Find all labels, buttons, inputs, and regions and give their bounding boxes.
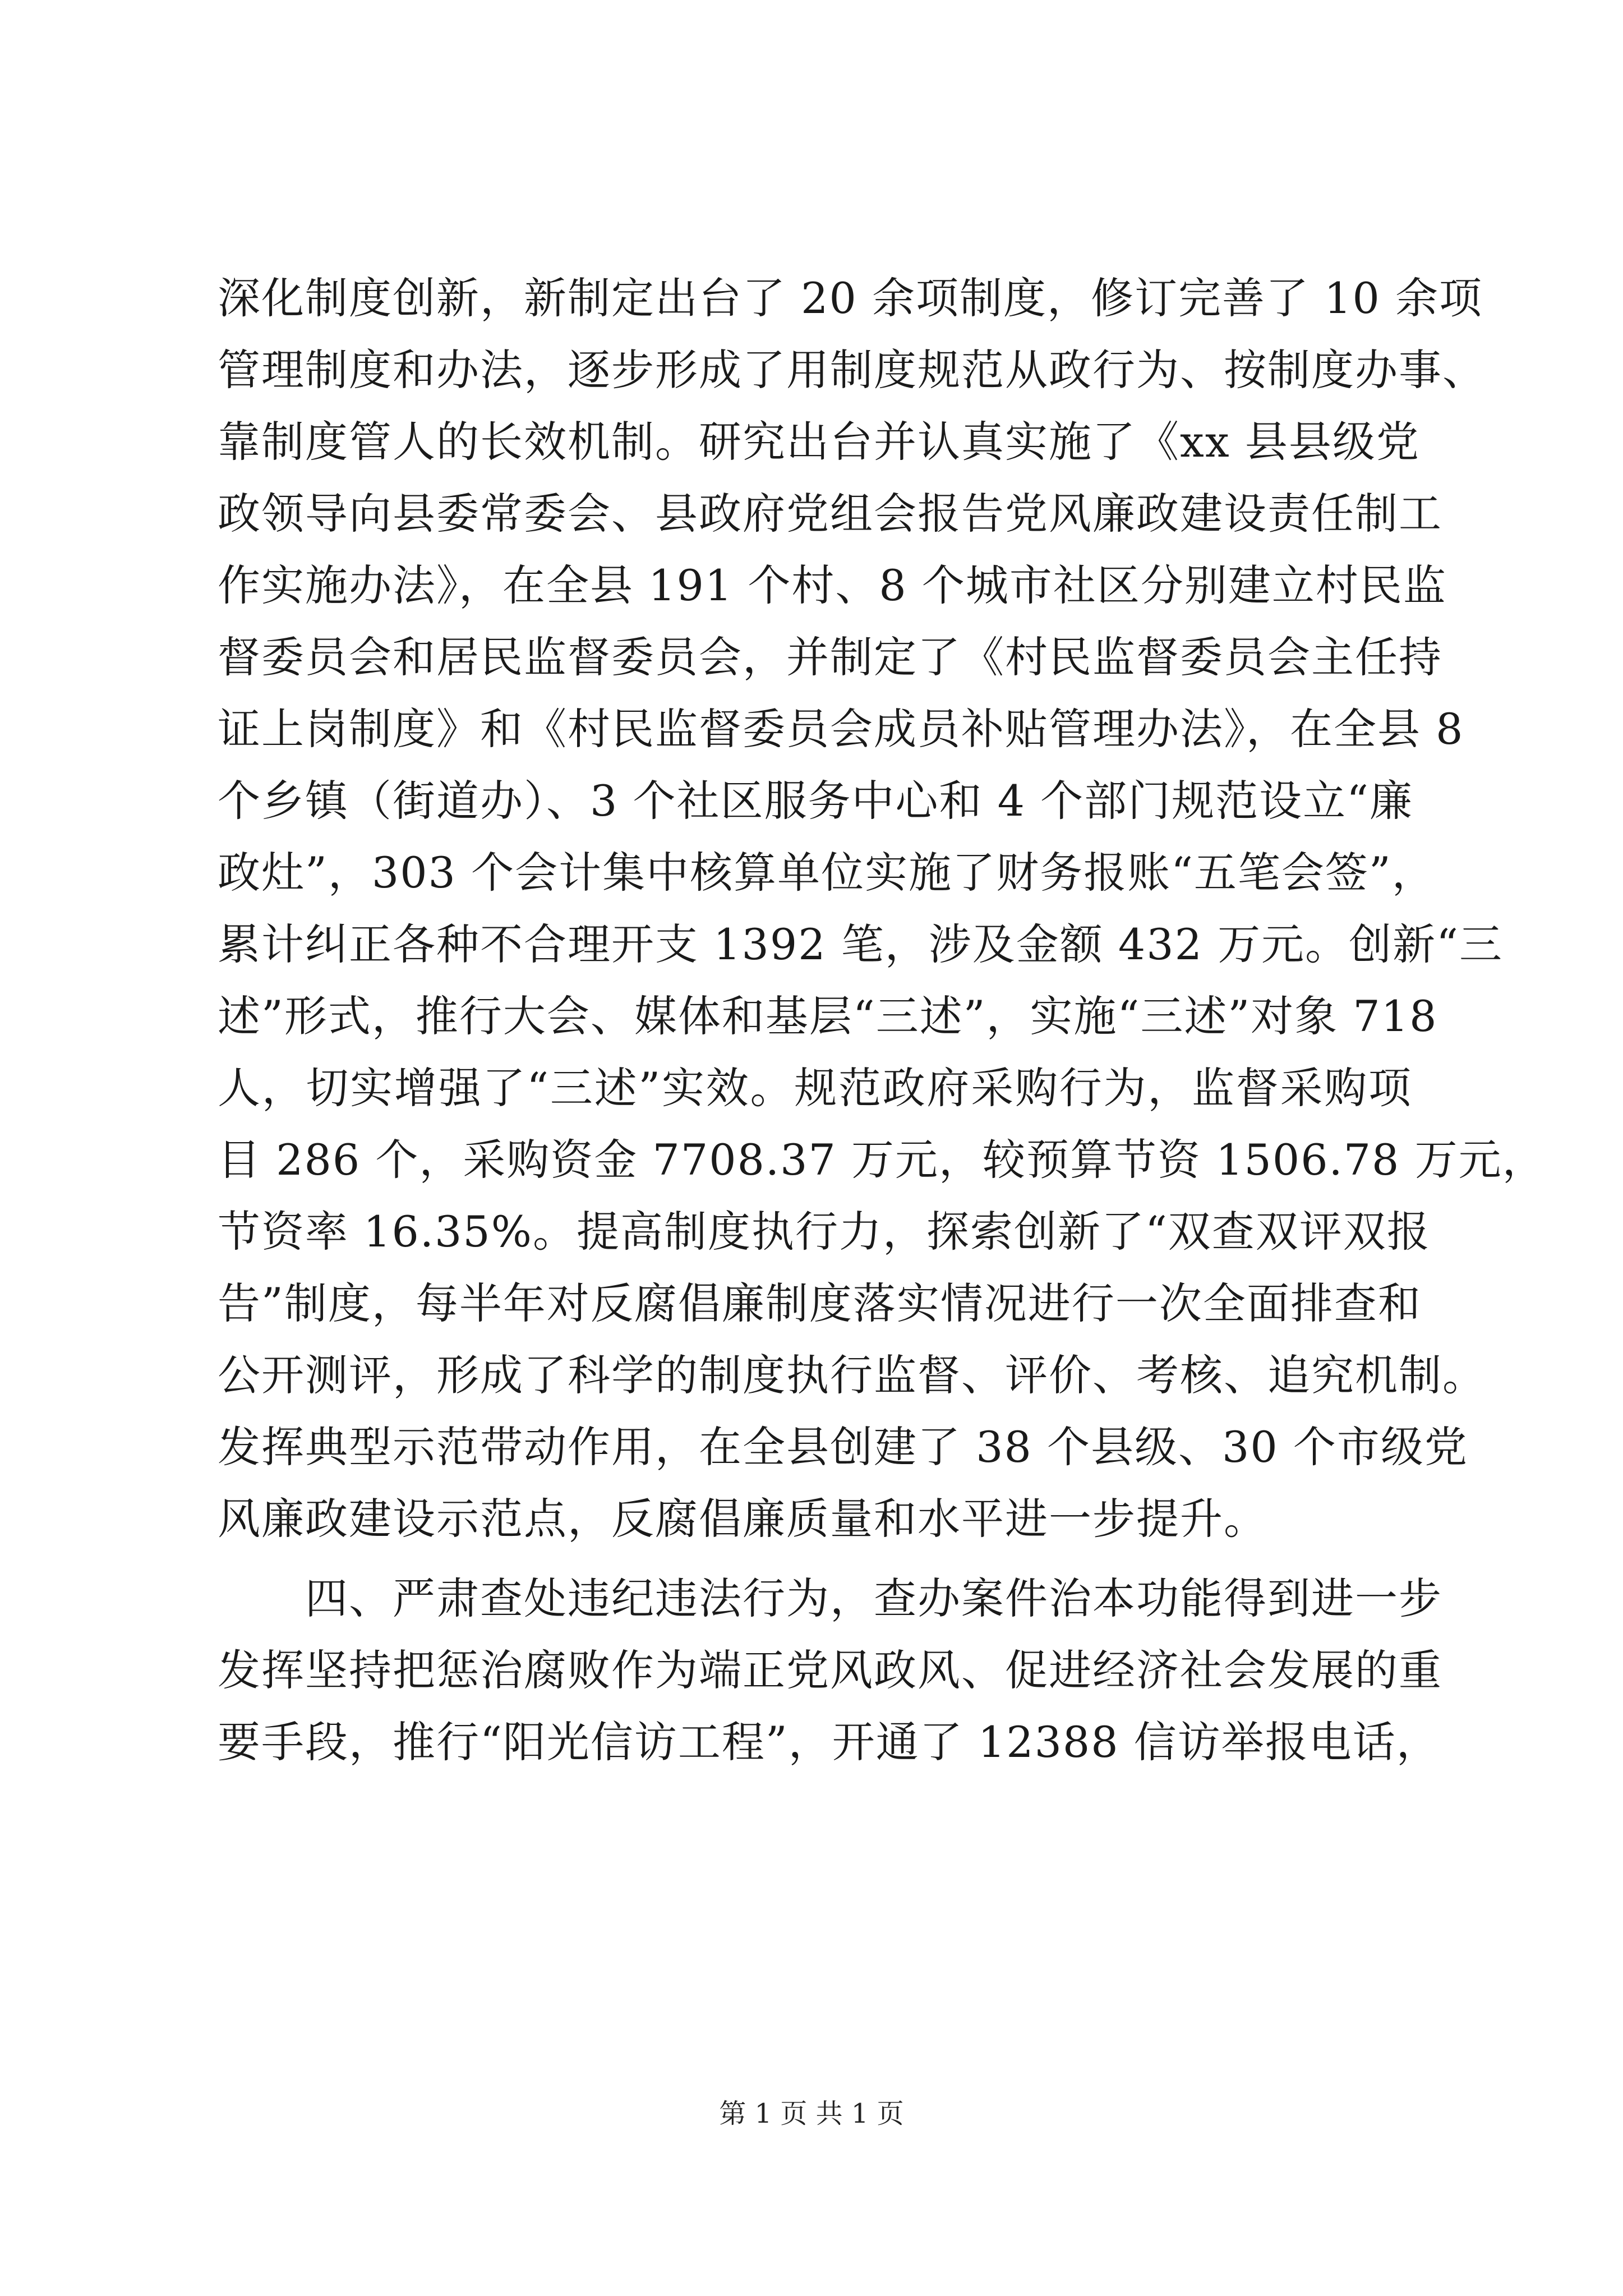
text-line: 告”制度，每半年对反腐倡廉制度落实情况进行一次全面排查和 [218, 1278, 1422, 1328]
text-line: 管理制度和办法，逐步形成了用制度规范从政行为、按制度办事、 [218, 345, 1486, 395]
text-line: 述”形式，推行大会、媒体和基层“三述”，实施“三述”对象 718 [218, 991, 1438, 1041]
text-line: 证上岗制度》和《村民监督委员会成员补贴管理办法》，在全县 8 [218, 704, 1464, 754]
text-line: 累计纠正各种不合理开支 1392 笔，涉及金额 432 万元。创新“三 [218, 919, 1503, 969]
text-line: 风廉政建设示范点，反腐倡廉质量和水平进一步提升。 [218, 1494, 1267, 1544]
page-number-footer: 第 1 页 共 1 页 [719, 2098, 904, 2129]
text-line: 发挥典型示范带动作用，在全县创建了 38 个县级、30 个市级党 [218, 1422, 1468, 1472]
text-line: 督委员会和居民监督委员会，并制定了《村民监督委员会主任持 [218, 632, 1442, 682]
paragraph-2 [218, 1563, 1442, 1778]
document-body [218, 263, 1546, 1778]
paragraph-1 [218, 263, 1546, 1555]
text-line: 目 286 个，采购资金 7708.37 万元，较预算节资 1506.78 万元， [218, 1135, 1546, 1185]
text-line: 节资率 16.35%。提高制度执行力，探索创新了“双查双评双报 [218, 1207, 1431, 1257]
text-line: 靠制度管人的长效机制。研究出台并认真实施了《xx 县县级党 [218, 417, 1420, 467]
text-line: 作实施办法》，在全县 191 个村、8 个城市社区分别建立村民监 [218, 560, 1447, 610]
text-line: 个乡镇（街道办）、3 个社区服务中心和 4 个部门规范设立“廉 [218, 776, 1414, 826]
paragraph-spacer [218, 1555, 1412, 1563]
text-line: 政灶”，303 个会计集中核算单位实施了财务报账“五笔会签”， [218, 848, 1436, 898]
text-line: 要手段，推行“阳光信访工程”，开通了 12388 信访举报电话， [218, 1717, 1440, 1767]
text-line: 深化制度创新，新制定出台了 20 余项制度，修订完善了 10 余项 [218, 273, 1483, 323]
text-line: 发挥坚持把惩治腐败作为端正党风政风、促进经济社会发展的重 [218, 1645, 1442, 1695]
text-line: 政领导向县委常委会、县政府党组会报告党风廉政建设责任制工 [218, 489, 1442, 539]
text-line: 公开测评，形成了科学的制度执行监督、评价、考核、追究机制。 [218, 1350, 1486, 1400]
text-line: 人，切实增强了“三述”实效。规范政府采购行为，监督采购项 [218, 1063, 1412, 1113]
section-heading-line: 四、严肃查处违纪违法行为，查办案件治本功能得到进一步 [305, 1573, 1442, 1623]
